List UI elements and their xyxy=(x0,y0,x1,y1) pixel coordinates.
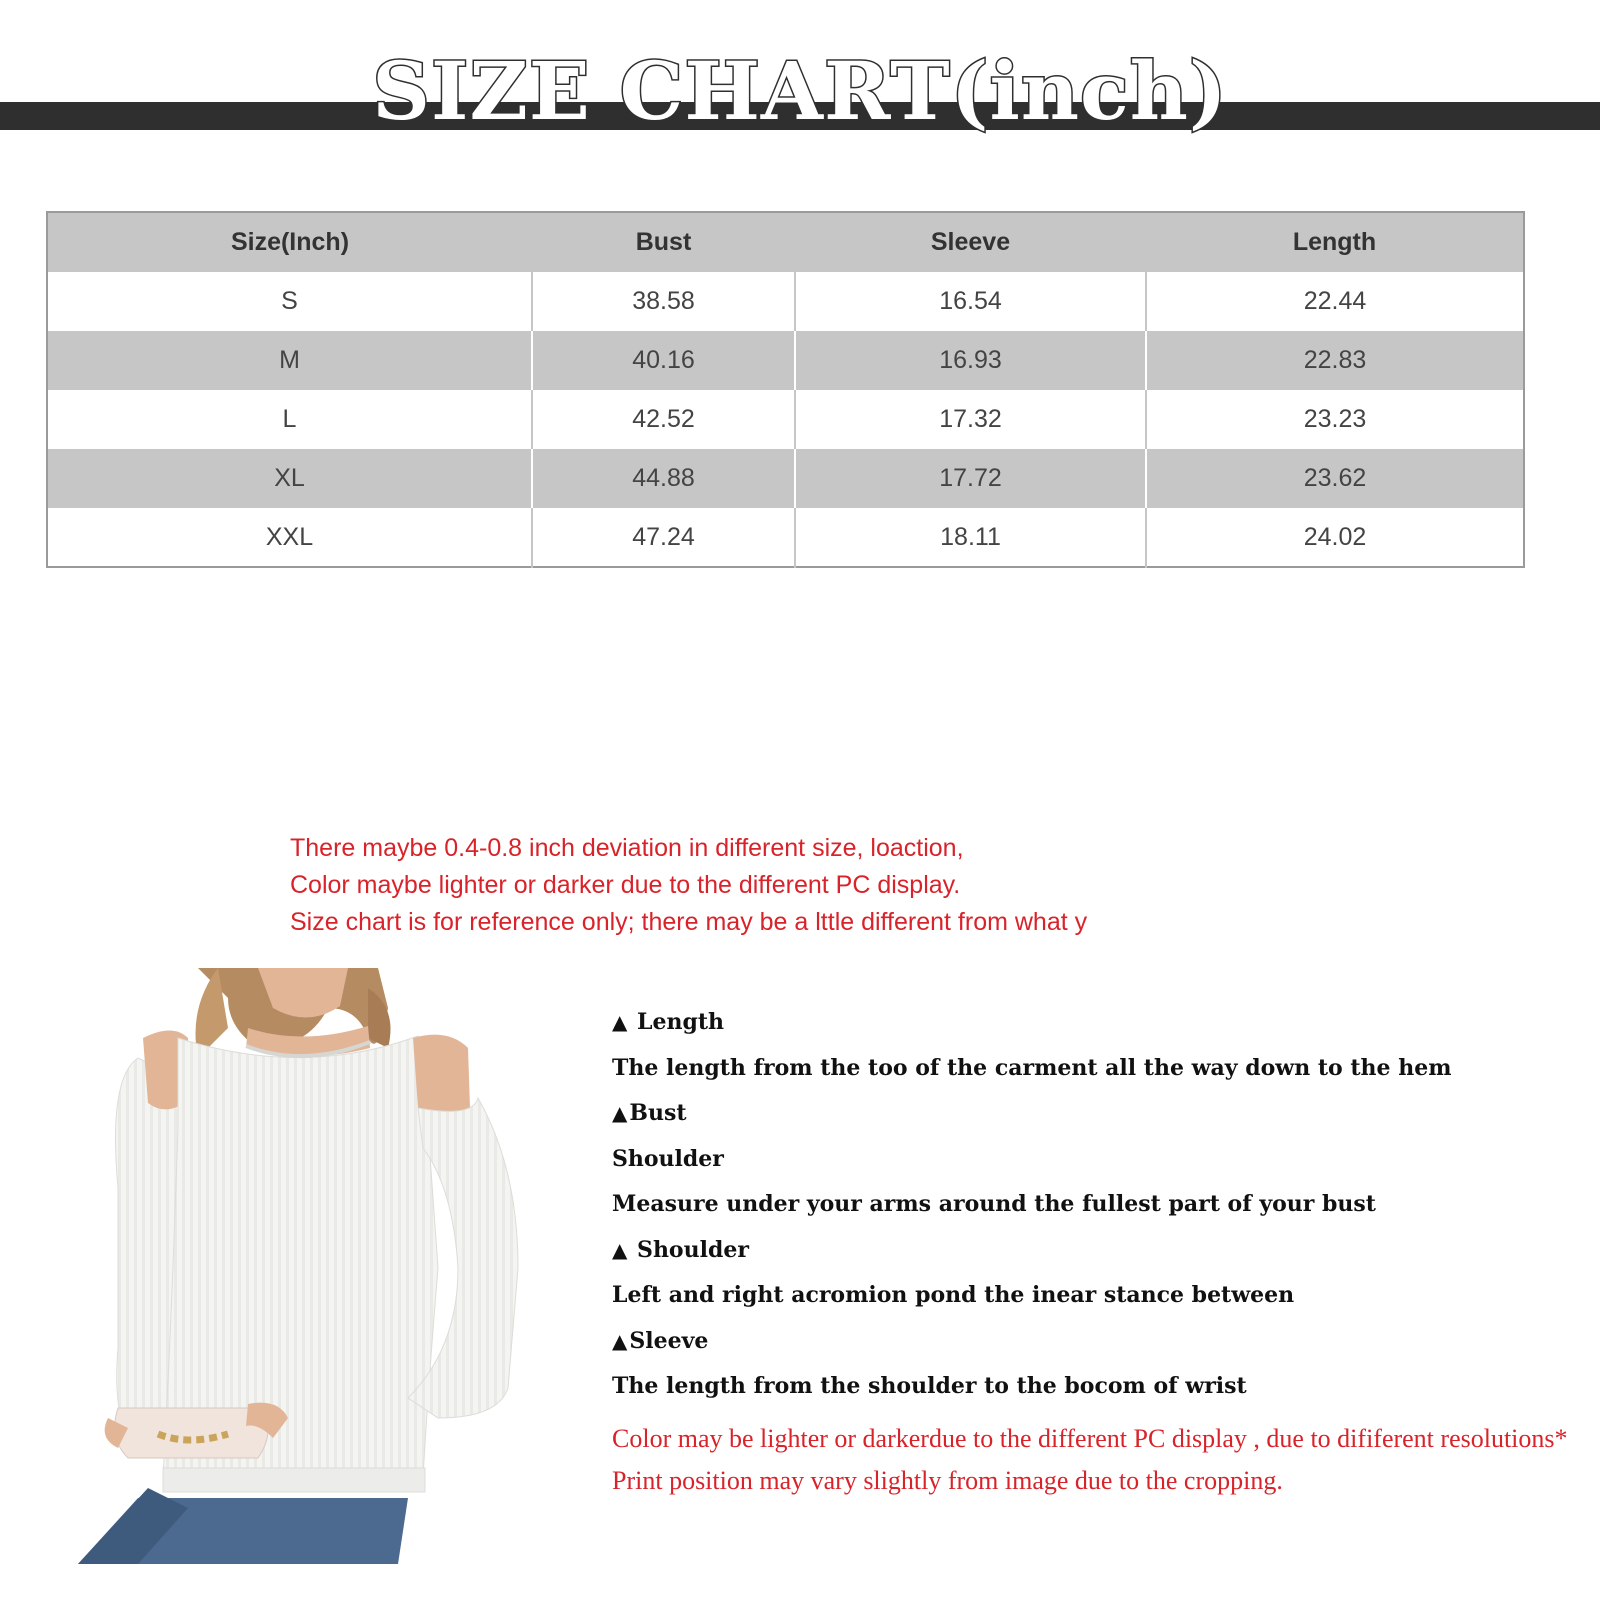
cell-length: 23.62 xyxy=(1146,449,1524,508)
guide-desc-bust: Measure under your arms around the fullest part of your bust xyxy=(612,1191,1376,1217)
cell-length: 22.44 xyxy=(1146,272,1524,331)
cell-size: XXL xyxy=(265,522,314,551)
guide-heading-bust: ▲Bust xyxy=(612,1100,687,1126)
triangle-icon: ▲ xyxy=(612,1328,628,1353)
table-row xyxy=(47,331,1524,390)
model-photo xyxy=(78,968,538,1564)
table-row xyxy=(47,508,1524,567)
note-line: Color maybe lighter or darker due to the different PC display. xyxy=(290,871,961,899)
color-disclaimer: Color may be lighter or darkerdue to the different PC display , due to dififerent resolutions* Print position may vary slightly from image due to the cropping. xyxy=(612,1424,1568,1495)
guide-desc-length: The length from the too of the carment all the way down to the hem xyxy=(612,1054,1452,1081)
cell-bust: 42.52 xyxy=(532,390,795,449)
header-size: Size(Inch) xyxy=(47,212,532,272)
cell-sleeve: 18.11 xyxy=(795,508,1146,567)
guide-heading-length: ▲ Length xyxy=(612,1009,725,1035)
guide-desc-shoulder-label: Shoulder xyxy=(612,1145,724,1172)
guide-heading-sleeve: ▲Sleeve xyxy=(612,1327,709,1354)
table-header-row xyxy=(47,212,1524,272)
cell-length: 24.02 xyxy=(1146,508,1524,567)
cell-size: M xyxy=(47,331,532,390)
table-row xyxy=(47,390,1524,449)
deviation-notes xyxy=(290,830,1150,941)
measurement-guide xyxy=(612,1000,1572,1410)
cell-sleeve: 16.54 xyxy=(795,272,1146,331)
guide-desc-shoulder: Left and right acromion pond the inear stance between xyxy=(612,1282,1295,1308)
cell-length: 23.23 xyxy=(1146,390,1524,449)
cell-size: S xyxy=(281,287,298,315)
triangle-icon: ▲ xyxy=(612,1101,628,1125)
cold-shoulder-right xyxy=(413,1035,470,1118)
triangle-icon: ▲ xyxy=(612,1010,628,1034)
cell-bust: 40.16 xyxy=(532,331,795,390)
header-bust: Bust xyxy=(532,212,795,272)
note-line: Size chart is for reference only; there may be a lttle different from what y xyxy=(290,908,1088,936)
guide-desc-sleeve: The length from the shoulder to the bocom of wrist xyxy=(612,1373,1247,1399)
cell-bust: 47.24 xyxy=(532,508,795,567)
clutch-bag xyxy=(115,1408,268,1458)
triangle-icon: ▲ xyxy=(612,1237,628,1262)
guide-heading-shoulder: ▲ Shoulder xyxy=(612,1236,749,1263)
cell-size: XL xyxy=(47,449,532,508)
cell-sleeve: 17.72 xyxy=(795,449,1146,508)
cell-bust: 44.88 xyxy=(532,449,795,508)
page-title: SIZE CHART(inch) xyxy=(372,44,1228,138)
cell-sleeve: 17.32 xyxy=(795,390,1146,449)
header-sleeve: Sleeve xyxy=(795,212,1146,272)
table-row xyxy=(47,272,1524,331)
cell-size: L xyxy=(282,405,297,433)
cell-length: 22.83 xyxy=(1146,331,1524,390)
table-row xyxy=(47,449,1524,508)
cell-sleeve: 16.93 xyxy=(795,331,1146,390)
note-line: There maybe 0.4-0.8 inch deviation in different size, loaction, xyxy=(290,834,964,862)
header-length: Length xyxy=(1146,212,1524,272)
cell-bust: 38.58 xyxy=(532,272,795,331)
size-table xyxy=(46,211,1525,568)
